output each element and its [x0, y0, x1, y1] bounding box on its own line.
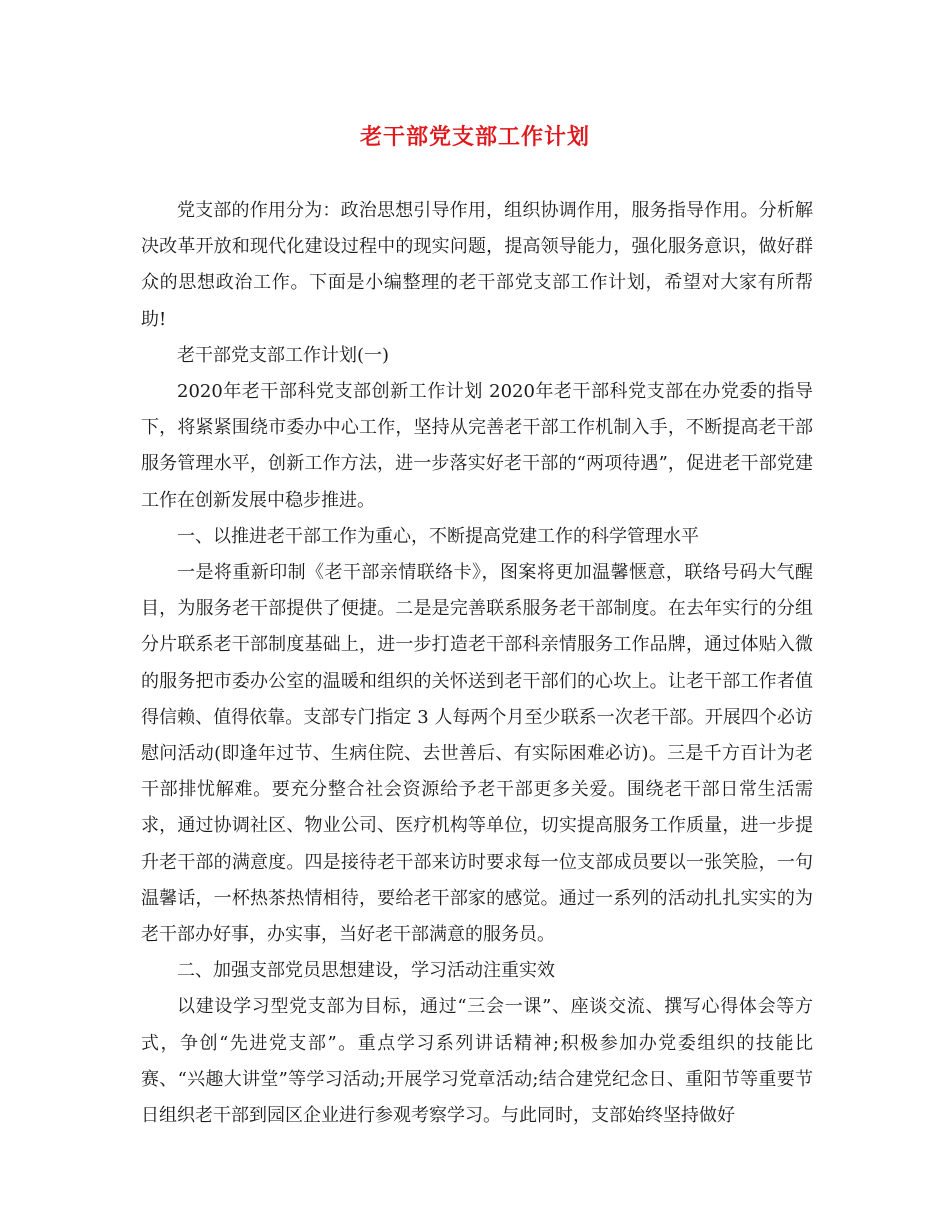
document-title: 老干部党支部工作计划 — [359, 124, 590, 150]
section-heading-plan-one: 老干部党支部工作计划(一) — [177, 344, 390, 366]
body-paragraph: 2020年老干部科党支部创新工作计划 2020年老干部科党支部在办党委的指导下，将紧紧围绕市委办中心工作，坚持从完善老干部工作机制入手，不断提高老干部服务管理水平，创新工作方法，进一步落实好老干部的“两项待遇”，促进老干部党建工作在创新发展中稳步推进。 — [141, 381, 813, 511]
document-body — [141, 193, 813, 1134]
body-paragraph: 以建设学习型党支部为目标，通过“三会一课”、座谈交流、撰写心得体会等方式，争创“先进党支部”。重点学习系列讲话精神;积极参加办党委组织的技能比赛、“兴趣大讲堂”等学习活动;开展学习党章活动;结合建党纪念日、重阳节等重要节日组织老干部到园区企业进行参观考察学习。与此同时，支部始终坚持做好 — [141, 996, 813, 1127]
section-heading-two: 二、加强支部党员思想建设，学习活动注重实效 — [177, 960, 555, 982]
intro-paragraph: 党支部的作用分为：政治思想引导作用，组织协调作用，服务指导作用。分析解决改革开放和现代化建设过程中的现实问题，提高领导能力，强化服务意识，做好群众的思想政治工作。下面是小编整理的老干部党支部工作计划，希望对大家有所帮助! — [141, 200, 813, 330]
body-paragraph: 一是将重新印制《老干部亲情联络卡》，图案将更加温馨惬意，联络号码大气醒目，为服务老干部提供了便捷。二是是完善联系服务老干部制度。在去年实行的分组分片联系老干部制度基础上，进一步打造老干部科亲情服务工作品牌，通过体贴入微的服务把市委办公室的温暖和组织的关怀送到老干部们的心坎上。让老干部工作者值得信赖、值得依靠。支部专门指定 3 人每两个月至少联系一次老干部。开展四个必访慰问活动(即逢年过节、生病住院、去世善后、有实际困难必访)。三是千方百计为老干部排忧解难。要充分整合社会资源给予老干部更多关爱。围绕老干部日常生活需求，通过协调社区、物业公司、医疗机构等单位，切实提高服务工作质量，进一步提升老干部的满意度。四是接待老干部来访时要求每一位支部成员要以一张笑脸，一句温馨话，一杯热茶热情相待，要给老干部家的感觉。通过一系列的活动扎扎实实的为老干部办好事，办实事，当好老干部满意的服务员。 — [141, 562, 813, 946]
section-heading-one: 一、以推进老干部工作为重心，不断提高党建工作的科学管理水平 — [177, 525, 699, 547]
